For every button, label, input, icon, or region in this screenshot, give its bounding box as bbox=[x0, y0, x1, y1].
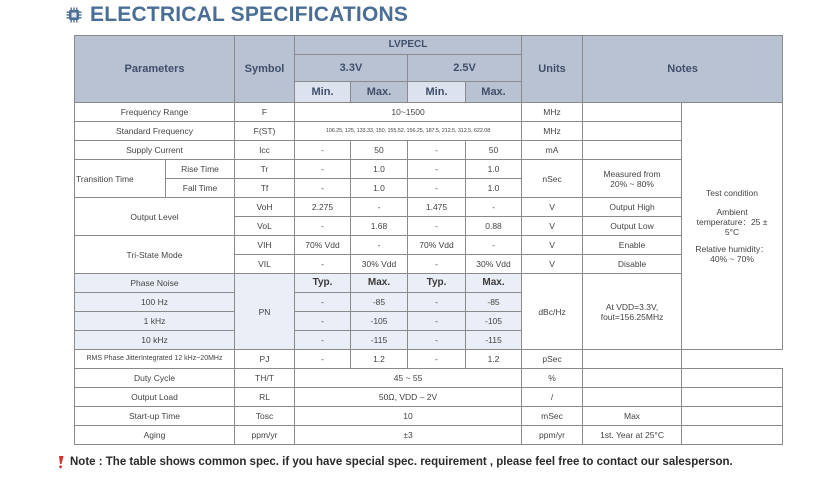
value-cell: - bbox=[408, 350, 466, 369]
value-cell: 10 bbox=[295, 407, 522, 426]
unit-cell: / bbox=[522, 388, 583, 407]
value-cell: - bbox=[295, 293, 351, 312]
note-cell bbox=[583, 122, 682, 141]
param-label: Tri-State Mode bbox=[75, 236, 235, 274]
symbol-cell: Tosc bbox=[235, 407, 295, 426]
note-cell: Disable bbox=[583, 255, 682, 274]
value-cell: 1.0 bbox=[466, 160, 522, 179]
value-cell: -85 bbox=[351, 293, 408, 312]
value-cell: - bbox=[295, 217, 351, 236]
table-row bbox=[75, 160, 783, 179]
notes-blank-cell bbox=[682, 369, 783, 388]
value-cell: - bbox=[408, 255, 466, 274]
value-cell: 30% Vdd bbox=[466, 255, 522, 274]
unit-cell: V bbox=[522, 198, 583, 217]
value-cell: - bbox=[408, 179, 466, 198]
table-row bbox=[75, 103, 783, 122]
value-cell: 10~1500 bbox=[295, 103, 522, 122]
value-cell: - bbox=[466, 198, 522, 217]
col-3v3: 3.3V bbox=[295, 55, 408, 82]
symbol-cell: RL bbox=[235, 388, 295, 407]
col-units: Units bbox=[522, 36, 583, 103]
value-cell: 50 bbox=[466, 141, 522, 160]
symbol-cell: ppm/yr bbox=[235, 426, 295, 445]
param-label: Start-up Time bbox=[75, 407, 235, 426]
value-cell: 70% Vdd bbox=[295, 236, 351, 255]
exclamation-icon bbox=[56, 455, 66, 469]
symbol-cell: PJ bbox=[235, 350, 295, 369]
table-row bbox=[75, 141, 783, 160]
unit-cell: nSec bbox=[522, 160, 583, 198]
note-cell: Output Low bbox=[583, 217, 682, 236]
param-label: RMS Phase JitterIntegrated 12 kHz~20MHz bbox=[75, 350, 235, 369]
col-min-3v3: Min. bbox=[295, 82, 351, 103]
value-cell: 45 ~ 55 bbox=[295, 369, 522, 388]
value-cell: - bbox=[295, 141, 351, 160]
value-cell: 50 bbox=[351, 141, 408, 160]
max-header: Max. bbox=[466, 274, 522, 293]
unit-cell: V bbox=[522, 236, 583, 255]
offset-label: 100 Hz bbox=[75, 293, 235, 312]
value-cell: - bbox=[295, 179, 351, 198]
note-cell: At VDD=3.3V, fout=156.25MHz bbox=[583, 274, 682, 350]
param-label: Transition Time bbox=[75, 160, 166, 198]
col-max-2v5: Max. bbox=[466, 82, 522, 103]
symbol-cell: VoL bbox=[235, 217, 295, 236]
param-label: Supply Current bbox=[75, 141, 235, 160]
notes-blank-cell bbox=[682, 407, 783, 426]
max-header: Max. bbox=[351, 274, 408, 293]
symbol-cell: VIH bbox=[235, 236, 295, 255]
offset-label: 10 kHz bbox=[75, 331, 235, 350]
unit-cell: V bbox=[522, 217, 583, 236]
humidity-condition: Relative humidity：40% ~ 70% bbox=[695, 244, 769, 264]
table-row bbox=[75, 274, 783, 293]
unit-cell: mA bbox=[522, 141, 583, 160]
symbol-cell: F bbox=[235, 103, 295, 122]
value-cell: 1.2 bbox=[466, 350, 522, 369]
sub-param-label: Rise Time bbox=[166, 160, 235, 179]
col-notes: Notes bbox=[583, 36, 783, 103]
note-cell bbox=[583, 388, 682, 407]
symbol-cell: VIL bbox=[235, 255, 295, 274]
value-cell: - bbox=[295, 312, 351, 331]
col-lvpecl: LVPECL bbox=[295, 36, 522, 55]
value-cell: 1.0 bbox=[351, 160, 408, 179]
table-row bbox=[75, 369, 783, 388]
value-cell: - bbox=[408, 331, 466, 350]
col-2v5: 2.5V bbox=[408, 55, 522, 82]
notes-blank-cell bbox=[682, 388, 783, 407]
value-cell: 0.88 bbox=[466, 217, 522, 236]
col-parameters: Parameters bbox=[75, 36, 235, 103]
value-cell: - bbox=[351, 198, 408, 217]
value-cell: 1.2 bbox=[351, 350, 408, 369]
unit-cell: V bbox=[522, 255, 583, 274]
col-max-3v3: Max. bbox=[351, 82, 408, 103]
note-cell bbox=[583, 141, 682, 160]
value-cell: - bbox=[408, 312, 466, 331]
sub-param-label: Fall Time bbox=[166, 179, 235, 198]
symbol-cell: Tr bbox=[235, 160, 295, 179]
test-condition-title: Test condition bbox=[706, 188, 759, 198]
value-cell: -115 bbox=[351, 331, 408, 350]
value-cell: - bbox=[295, 331, 351, 350]
symbol-cell: TH/T bbox=[235, 369, 295, 388]
value-cell: 1.0 bbox=[466, 179, 522, 198]
unit-cell: dBc/Hz bbox=[522, 274, 583, 350]
footer-note-text: Note : The table shows common spec. if you have special spec. requirement , please feel free to contact our salesperson. bbox=[70, 456, 733, 468]
value-cell: -85 bbox=[466, 293, 522, 312]
note-cell bbox=[583, 369, 682, 388]
unit-cell: pSec bbox=[522, 350, 583, 369]
param-label: Output Load bbox=[75, 388, 235, 407]
value-cell: - bbox=[295, 350, 351, 369]
offset-label: 1 kHz bbox=[75, 312, 235, 331]
value-cell: - bbox=[466, 236, 522, 255]
value-cell: 1.475 bbox=[408, 198, 466, 217]
col-symbol: Symbol bbox=[235, 36, 295, 103]
value-cell: - bbox=[295, 255, 351, 274]
table-row bbox=[75, 122, 783, 141]
param-label: Aging bbox=[75, 426, 235, 445]
ambient-condition: Ambient temperature：25 ± 5°C bbox=[696, 207, 768, 237]
value-cell: - bbox=[351, 236, 408, 255]
value-cell: - bbox=[408, 217, 466, 236]
symbol-cell: VoH bbox=[235, 198, 295, 217]
value-cell: - bbox=[408, 141, 466, 160]
value-cell: -115 bbox=[466, 331, 522, 350]
note-cell: Max bbox=[583, 407, 682, 426]
value-cell: - bbox=[408, 293, 466, 312]
param-label: Output Level bbox=[75, 198, 235, 236]
value-cell: -105 bbox=[466, 312, 522, 331]
unit-cell: MHz bbox=[522, 122, 583, 141]
header-row-1 bbox=[75, 36, 783, 55]
section-header bbox=[66, 2, 408, 28]
value-cell: ±3 bbox=[295, 426, 522, 445]
value-cell: -105 bbox=[351, 312, 408, 331]
note-cell bbox=[583, 103, 682, 122]
table-row bbox=[75, 350, 783, 369]
test-condition-cell bbox=[682, 103, 783, 350]
unit-cell: ppm/yr bbox=[522, 426, 583, 445]
note-cell: Output High bbox=[583, 198, 682, 217]
note-cell: 1st. Year at 25°C bbox=[583, 426, 682, 445]
param-label: Standard Frequency bbox=[75, 122, 235, 141]
table-row bbox=[75, 198, 783, 217]
param-label: Duty Cycle bbox=[75, 369, 235, 388]
col-min-2v5: Min. bbox=[408, 82, 466, 103]
symbol-cell: PN bbox=[235, 274, 295, 350]
table-row bbox=[75, 236, 783, 255]
value-cell: - bbox=[295, 160, 351, 179]
electrical-spec-table bbox=[74, 35, 783, 445]
typ-header: Typ. bbox=[408, 274, 466, 293]
unit-cell: % bbox=[522, 369, 583, 388]
param-label: Phase Noise bbox=[75, 274, 235, 293]
value-cell: 2.275 bbox=[295, 198, 351, 217]
symbol-cell: F(ST) bbox=[235, 122, 295, 141]
table-row bbox=[75, 388, 783, 407]
value-cell: 106.25, 125, 133.33, 150, 155.52, 156.25, 187.5, 212.5, 312.5, 622.08 bbox=[295, 122, 522, 141]
footer-note bbox=[56, 455, 733, 469]
note-cell: Enable bbox=[583, 236, 682, 255]
chip-icon bbox=[66, 7, 82, 23]
note-cell: Measured from 20% ~ 80% bbox=[583, 160, 682, 198]
symbol-cell: Icc bbox=[235, 141, 295, 160]
param-label: Frequency Range bbox=[75, 103, 235, 122]
value-cell: 50Ω, VDD – 2V bbox=[295, 388, 522, 407]
note-cell bbox=[583, 350, 682, 369]
value-cell: 30% Vdd bbox=[351, 255, 408, 274]
table-row bbox=[75, 426, 783, 445]
page-title: ELECTRICAL SPECIFICATIONS bbox=[90, 3, 409, 26]
value-cell: - bbox=[408, 160, 466, 179]
value-cell: 1.0 bbox=[351, 179, 408, 198]
notes-blank-cell bbox=[682, 426, 783, 445]
typ-header: Typ. bbox=[295, 274, 351, 293]
value-cell: 70% Vdd bbox=[408, 236, 466, 255]
symbol-cell: Tf bbox=[235, 179, 295, 198]
value-cell: 1.68 bbox=[351, 217, 408, 236]
table-row bbox=[75, 407, 783, 426]
unit-cell: MHz bbox=[522, 103, 583, 122]
unit-cell: mSec bbox=[522, 407, 583, 426]
